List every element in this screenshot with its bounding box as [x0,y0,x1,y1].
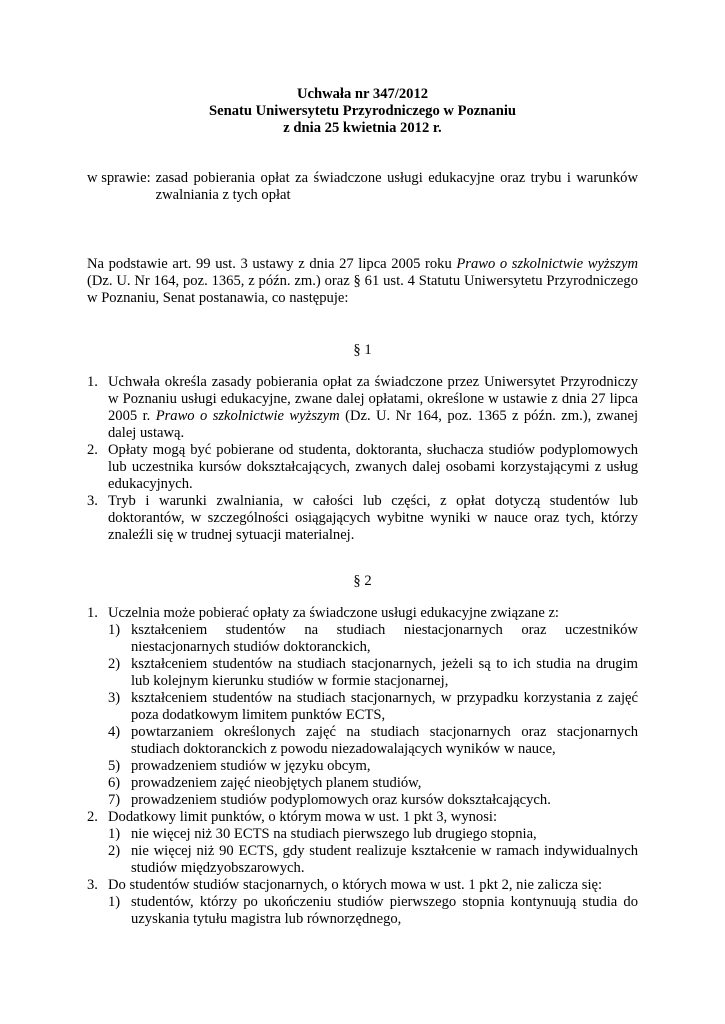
item-text: 2005 r. [108,408,156,424]
item-number: 1. [87,374,98,390]
sub-list-item [108,843,638,877]
item-number: 1. [87,605,98,621]
legal-basis [87,256,638,307]
legal-basis-line-2: (Dz. U. Nr 164, poz. 1365, z późn. zm.) oraz § 61 ust. 4 Statutu Uniwersytetu Przyrodniczego [87,273,638,289]
sub-item-line: prowadzeniem studiów w języku obcym, [131,758,371,774]
sub-list-item [108,792,638,809]
sub-item-line: powtarzaniem określonych zajęć na studiach stacjonarnych oraz stacjonarnych [131,724,638,740]
list-item [87,374,638,442]
sub-list-item [108,775,638,792]
sub-list-item [108,894,638,928]
legal-basis-line-1 [87,256,638,273]
sub-list-item [108,622,638,656]
sub-list-item [108,758,638,775]
subject-text-line-2: zwalniania z tych opłat [155,187,291,203]
list-item [87,605,638,809]
sub-item-number: 2) [108,656,121,672]
item-line: znaleźli się w trudnej sytuacji materialnej. [108,527,355,543]
sub-item-line: prowadzeniem zajęć nieobjętych planem studiów, [131,775,422,791]
sub-item-line: nie więcej niż 90 ECTS, gdy student realizuje kształcenie w ramach indywidualnych [131,843,638,859]
sub-item-number: 6) [108,775,121,791]
sub-item-number: 1) [108,894,121,910]
item-line: lub uczestnika kursów dokształcających, zwanych dalej osobami korzystającymi z usług [108,459,638,475]
section-1-heading: § 1 [353,342,372,358]
item-line: Opłaty mogą być pobierane od studenta, doktoranta, słuchacza studiów podyplomowych [108,442,638,458]
sub-list [108,826,638,877]
sub-item-line: studiów międzyobszarowych. [131,860,305,876]
subject-text-line-1: zasad pobierania opłat za świadczone usługi edukacyjne oraz trybu i warunków [155,170,638,186]
sub-item-line: kształceniem studentów na studiach stacjonarnych, w przypadku korzystania z zajęć [131,690,638,706]
sub-item-line: niestacjonarnych studiów doktoranckich, [131,639,371,655]
sub-item-number: 2) [108,843,121,859]
item-line: edukacyjnych. [108,476,193,492]
item-number: 2. [87,809,98,825]
sub-item-line: uzyskania tytułu magistra lub równorzędnego, [131,911,402,927]
sub-list-item [108,656,638,690]
legal-basis-line-3: w Poznaniu, Senat postanawia, co następuje: [87,290,349,306]
section-2-list [87,605,638,928]
sub-list-item [108,724,638,758]
item-line: Dodatkowy limit punktów, o którym mowa w ust. 1 pkt 3, wynosi: [108,809,498,825]
item-number: 3. [87,493,98,509]
resolution-title [0,86,725,137]
title-line-3: z dnia 25 kwietnia 2012 r. [283,120,442,136]
item-text: (Dz. U. Nr 164, poz. 1365 z późn. zm.), zwanej [339,408,638,424]
act-title: Prawo o szkolnictwie wyższym [456,256,638,272]
item-number: 2. [87,442,98,458]
list-item [87,809,638,877]
list-item [87,877,638,928]
sub-list-item [108,690,638,724]
sub-item-number: 7) [108,792,121,808]
item-number: 3. [87,877,98,893]
sub-item-number: 5) [108,758,121,774]
legal-basis-text: Na podstawie art. 99 ust. 3 ustawy z dnia 27 lipca 2005 roku [87,256,457,272]
title-line-2: Senatu Uniwersytetu Przyrodniczego w Poznaniu [209,103,516,119]
item-line: Do studentów studiów stacjonarnych, o których mowa w ust. 1 pkt 2, nie zalicza się: [108,877,603,893]
item-line [108,408,638,425]
sub-list [108,894,638,928]
act-title: Prawo o szkolnictwie wyższym [155,408,340,424]
section-2-heading: § 2 [353,573,372,589]
sub-item-line: kształceniem studentów na studiach stacjonarnych, jeżeli są to ich studia na drugim [131,656,638,672]
sub-item-number: 1) [108,622,121,638]
item-line: Tryb i warunki zwalniania, w całości lub części, z opłat dotyczą studentów lub [108,493,638,509]
subject-label: w sprawie: [87,170,151,186]
sub-item-line: lub kolejnym kierunku studiów w formie stacjonarnej, [131,673,449,689]
subject-text [151,170,638,204]
resolution-subject [87,170,638,204]
item-line: doktorantów, w szczególności osiągających wybitne wyniki w nauce oraz tych, którzy [108,510,638,526]
title-line-1: Uchwała nr 347/2012 [296,86,429,102]
sub-item-line: poza dodatkowym limitem punktów ECTS, [131,707,386,723]
sub-item-line: studiach doktoranckich z powodu niezadowalających wyników w nauce, [131,741,556,757]
sub-item-number: 1) [108,826,121,842]
item-line: dalej ustawą. [108,425,185,441]
sub-item-number: 4) [108,724,121,740]
section-1-list [87,374,638,544]
sub-item-line: studentów, którzy po ukończeniu studiów pierwszego stopnia kontynuują studia do [131,894,638,910]
sub-item-line: nie więcej niż 30 ECTS na studiach pierwszego lub drugiego stopnia, [131,826,537,842]
list-item [87,493,638,544]
sub-item-number: 3) [108,690,121,706]
sub-list [108,622,638,809]
item-line: Uczelnia może pobierać opłaty za świadczone usługi edukacyjne związane z: [108,605,559,621]
sub-item-line: kształceniem studentów na studiach niestacjonarnych oraz uczestników [131,622,638,638]
item-line: w Poznaniu usługi edukacyjne, zwane dalej opłatami, określone w ustawie z dnia 27 lipca [108,391,638,407]
sub-list-item [108,826,638,843]
sub-item-line: prowadzeniem studiów podyplomowych oraz kursów dokształcających. [131,792,551,808]
item-line: Uchwała określa zasady pobierania opłat za świadczone przez Uniwersytet Przyrodniczy [108,374,638,390]
list-item [87,442,638,493]
